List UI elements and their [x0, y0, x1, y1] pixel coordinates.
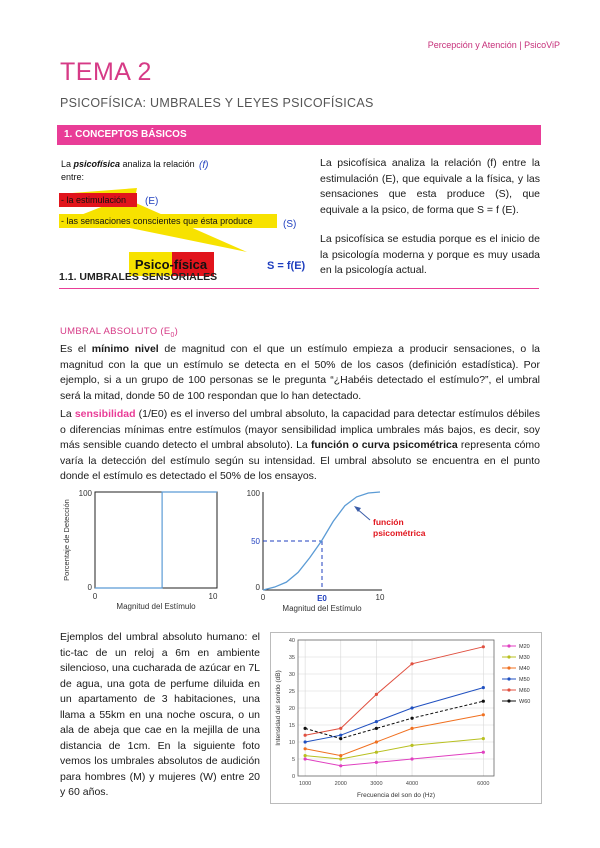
- chart3-xtick: 6000: [477, 781, 490, 787]
- chart3-point-M40: [375, 740, 378, 743]
- chart3-point-M20: [410, 757, 413, 760]
- chart2-ytick-0: 0: [255, 583, 260, 592]
- chart3-point-M40: [482, 713, 485, 716]
- chart3-legend-label: M50: [519, 677, 530, 683]
- chart3-legend-marker: [507, 677, 510, 680]
- chart-funcion-psicometrica: [230, 480, 426, 615]
- chart3-legend-marker: [507, 644, 510, 647]
- chart3-xtick: 1000: [299, 781, 312, 787]
- chart3-point-M30: [410, 744, 413, 747]
- chart1-ytick-0: 0: [87, 583, 92, 592]
- chart3-point-M50: [482, 686, 485, 689]
- section-bar-conceptos: [57, 125, 541, 145]
- umbral-absoluto-heading: UMBRAL ABSOLUTO $(E_0)$: [60, 326, 179, 339]
- chart3-point-W60: [375, 727, 378, 730]
- chart3-point-M50: [375, 720, 378, 723]
- chart3-point-W60: [339, 737, 342, 740]
- chart3-legend-marker: [507, 655, 510, 658]
- chart3-point-M20: [482, 751, 485, 754]
- chart3-xtick: 3000: [370, 781, 383, 787]
- chart2-ytick-50: 50: [251, 537, 260, 546]
- chart3-xtick: 2000: [334, 781, 347, 787]
- formula-label: S = f(E): [267, 260, 306, 272]
- chart1-frame: [95, 492, 217, 588]
- chart3-point-M30: [339, 757, 342, 760]
- s-label: (S): [283, 219, 297, 230]
- chart2-ytick-100: 100: [246, 489, 260, 498]
- chart2-e0-label: E0: [317, 594, 327, 603]
- chart3-border: [271, 633, 542, 804]
- chart3-xlabel: Frecuencia del son do (Hz): [356, 792, 436, 799]
- chart1-xtick-0: 0: [92, 592, 98, 601]
- chart3-legend-label: M30: [519, 655, 530, 661]
- chart3-ytick: 25: [288, 689, 295, 695]
- page-title: TEMA 2: [60, 58, 152, 86]
- chart3-ytick: 30: [288, 672, 295, 678]
- chart-umbral-ideal: [55, 480, 225, 615]
- sensibilidad-paragraph: La sensibilidad (1/E0) es el inverso del umbral absoluto, la capacidad para detectar estímulos débiles o diferencias mínimas entre estímulos (mayor sensibilidad implica umbrales más bajos, es decir, soy más sensible cuando detecto el umbral absoluto). La función o curva psicométrica representa cómo varía la detección del estímulo según su intensidad. El umbral absoluto se encuentra en el punto donde el estímulo es detectado el 50% de los ensayos.: [60, 408, 541, 482]
- chart3-point-M20: [304, 757, 307, 760]
- chart1-xtick-10: 10: [208, 592, 218, 601]
- chart-umbrales-audicion: [270, 632, 542, 804]
- chart3-xtick: 4000: [405, 781, 419, 787]
- chart2-annotation-line2: psicométrica: [373, 528, 426, 538]
- chart3-ytick: 35: [288, 655, 295, 661]
- chart3-point-W60: [304, 727, 307, 730]
- chart3-point-M60: [375, 693, 378, 696]
- intro-paragraph-2: La psicofísica se estudia porque es el inicio de la psicología moderna y porque es muy usada en la psicología actual.: [320, 233, 540, 276]
- section-label: 1. CONCEPTOS BÁSICOS: [64, 129, 187, 140]
- chart2-xtick-10: 10: [375, 593, 385, 602]
- page-subtitle: PSICOFÍSICA: UMBRALES Y LEYES PSICOFÍSICAS: [60, 96, 374, 110]
- diagram-intro-line1: La psicofísica analiza la relación: [61, 159, 195, 169]
- chart3-point-W60: [410, 717, 413, 720]
- chart3-point-M30: [482, 737, 485, 740]
- chart3-point-M30: [375, 751, 378, 754]
- chart1-ylabel: Porcentaje de Detección: [62, 499, 71, 581]
- chart3-point-M60: [339, 727, 342, 730]
- chart3-point-M40: [339, 754, 342, 757]
- page-header: Percepción y Atención | PsicoViP: [427, 40, 560, 50]
- psicofisica-label: Psico-física: [134, 257, 208, 272]
- examples-paragraph: Ejemplos del umbral absoluto humano: el tic-tac de un reloj a 6m en ambiente silencioso, una cucharada de azúcar en 7L de agua, una gota de perfume diluida en un apartamento de 3 habitaciones, una llama a 55km en una noche oscura, o un ala de abeja que cae en la mejilla de una distancia de 1cm. En la siguiente foto vemos los umbrales absolutos de audición para hombres (M) y mujeres (W) entre 20 y 60 años.: [60, 631, 260, 798]
- umbral-paragraph: Es el mínimo nivel de magnitud con el que un estímulo empieza a producir sensaciones, o la magnitud con la que un estímulo se detecta en el 50% de los casos (definición estadística). Por ejemplo, si a un grupo de 100 personas se le pregunta “¿Habéis detectado el estímulo?”, el umbral será la mitad, donde 50 de 100 respondan que lo han detectado.: [60, 343, 540, 402]
- chart2-xlabel: Magnitud del Estímulo: [282, 604, 362, 613]
- chart3-point-M60: [304, 734, 307, 737]
- e-label: (E): [145, 196, 159, 207]
- chart3-point-M50: [410, 706, 413, 709]
- chart3-legend-marker: [507, 699, 510, 702]
- chart3-ytick: 10: [288, 740, 295, 746]
- chart3-point-M40: [304, 747, 307, 750]
- chart3-ylabel: Intensidad del sonido (dB): [275, 670, 282, 746]
- chart3-point-W60: [482, 700, 485, 703]
- chart3-ytick: 0: [291, 774, 295, 780]
- chart3-point-M20: [375, 761, 378, 764]
- chart2-annotation-line1: función: [373, 517, 404, 527]
- f-label: (f): [199, 160, 209, 171]
- chart3-point-M50: [339, 734, 342, 737]
- chart3-point-M50: [304, 740, 307, 743]
- chart2-xtick-0: 0: [260, 593, 266, 602]
- intro-paragraph-1: La psicofísica analiza la relación (f) entre la estimulación (E), que equivale a la física, y las sensaciones que esta produce (S), que equivale a la psico, de forma que S = f (E).: [320, 157, 540, 216]
- chart3-ytick: 20: [288, 706, 295, 712]
- chart1-xlabel: Magnitud del Estímulo: [116, 602, 196, 611]
- chart3-point-M40: [410, 727, 413, 730]
- chart3-legend-label: M20: [519, 644, 530, 650]
- psicofisica-diagram: [57, 150, 319, 280]
- chart1-ytick-100: 100: [78, 489, 92, 498]
- chart3-point-M60: [410, 662, 413, 665]
- chart3-legend-label: M60: [519, 688, 530, 694]
- chart3-point-M20: [339, 764, 342, 767]
- chart3-ytick: 15: [288, 723, 295, 729]
- chart3-ytick: 40: [288, 638, 295, 644]
- estimulacion-text: - la estimulación: [61, 195, 127, 205]
- diagram-intro-line2: entre:: [61, 172, 85, 182]
- chart3-ytick: 5: [291, 757, 295, 763]
- section-umbrales-sensoriales: 1.1. UMBRALES SENSORIALES: [59, 271, 539, 289]
- chart3-point-M30: [304, 754, 307, 757]
- sensaciones-text: - las sensaciones conscientes que ésta produce: [61, 216, 253, 226]
- chart3-legend-label: W60: [519, 699, 531, 705]
- chart3-legend-marker: [507, 688, 510, 691]
- chart3-legend-marker: [507, 666, 510, 669]
- chart3-legend-label: M40: [519, 666, 530, 672]
- chart3-point-M60: [482, 645, 485, 648]
